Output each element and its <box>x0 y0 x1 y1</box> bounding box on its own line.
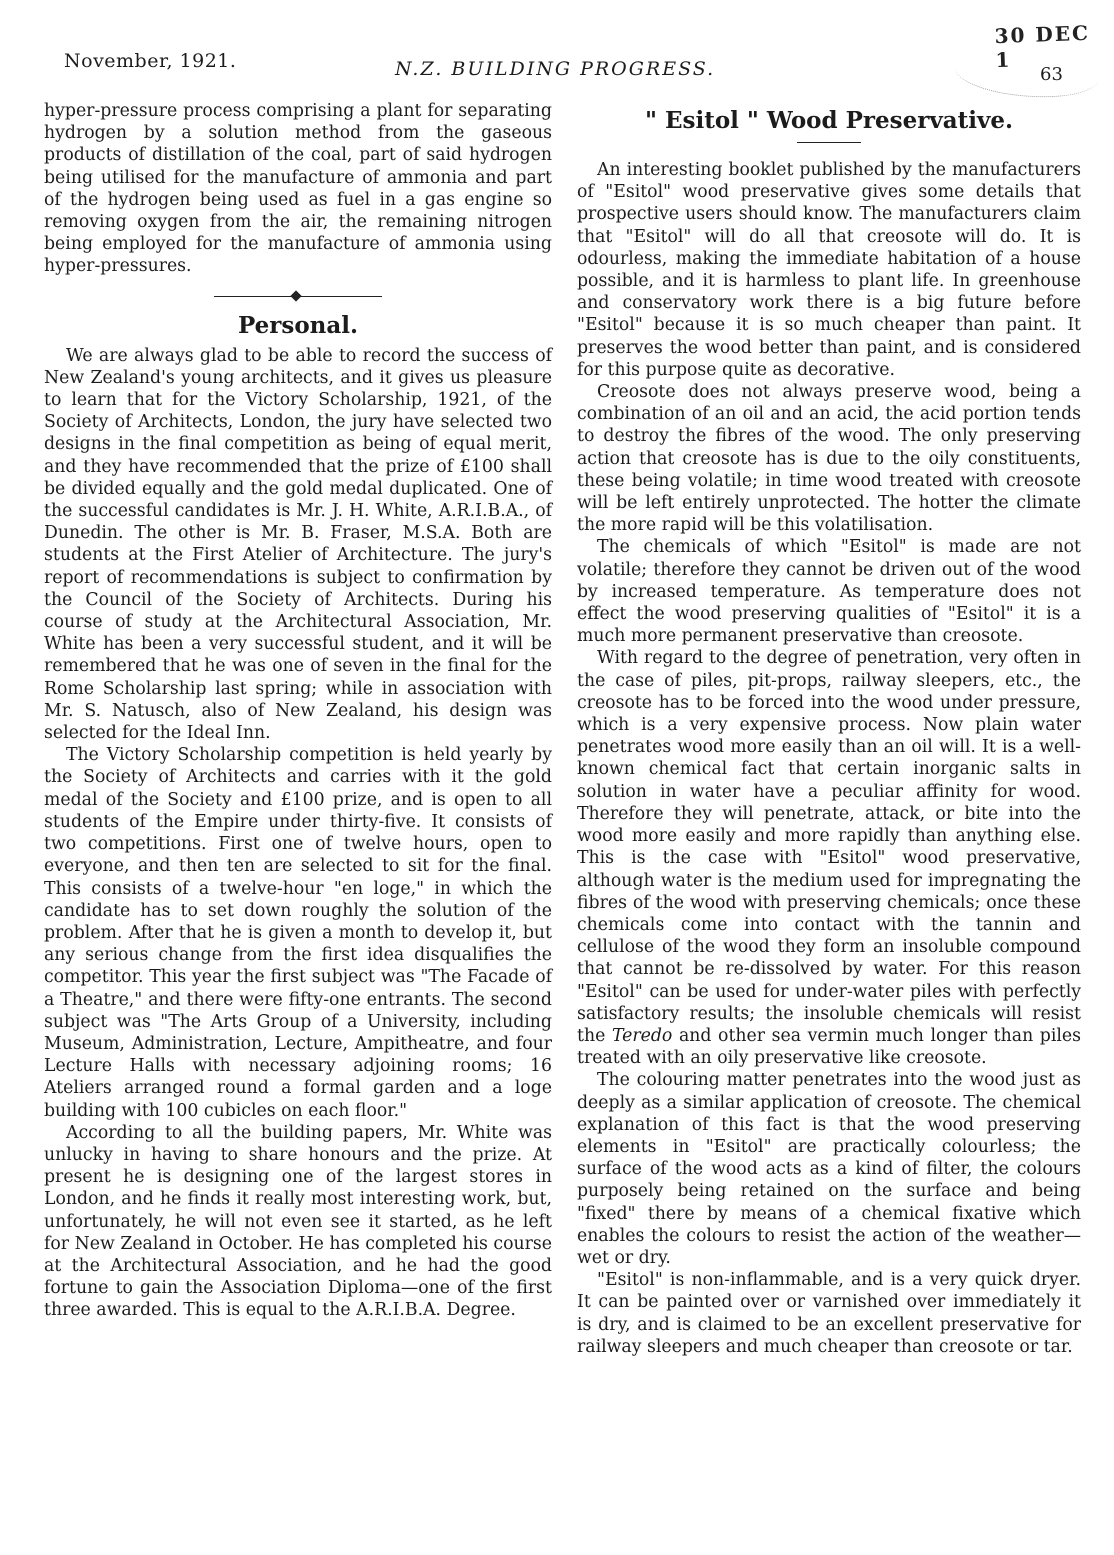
publication-title: N.Z. BUILDING PROGRESS. <box>395 58 716 80</box>
esitol-paragraph-4 <box>577 647 1081 1069</box>
personal-paragraph-2: The Victory Scholarship competition is held yearly by the Society of Architects and carries with it the gold medal of the Society and £100 prize, and is open to all students of the Empire under thirty-five. It consists of two competitions. First one of twelve hours, open to everyone, and then ten are selected to sit for the final. This consists of a twelve-hour "en loge," in which the candidate has to set down roughly the solution of the problem. After that he is given a month to develop it, but any serious change from the first idea disqualifies the competitor. This year the first subject was "The Facade of a Theatre," and there were fifty-one entrants. The second subject was "The Arts Group of a University, including Museum, Administration, Lecture, Ampitheatre, and four Lecture Halls with necessary adjoining rooms; 16 Ateliers arranged round a formal garden and a loge building with 100 cubicles on each floor." <box>44 745 552 1121</box>
title-rule <box>797 142 861 143</box>
left-column <box>44 100 552 1322</box>
esitol-paragraph-2: Creosote does not always preserve wood, being a combination of an oil and an acid, the acid portion tends to destroy the fibres of the wood. The only preserving action that creosote has is due to the oily constituents, these being volatile; in time wood treated with creosote will be left entirely unprotected. The hotter the climate the more rapid will be this volatilisation. <box>577 382 1081 536</box>
esitol-paragraph-6: "Esitol" is non-inflammable, and is a very quick dryer. It can be painted over or varnished over immediately it is dry, and is claimed to be an excellent preservative for railway sleepers and much cheaper than creosote or tar. <box>577 1270 1081 1357</box>
personal-paragraph-3: According to all the building papers, Mr. White was unlucky in having to share honours and the prize. At present he is designing one of the largest stores in London, and he finds it really most interesting work, but, unfortunately, he will not even see it started, as he left for New Zealand in October. He has completed his course at the Architectural Association, and he had the good fortune to gain the Association Diploma—one of the first three awarded. This is equal to the A.R.I.B.A. Degree. <box>44 1122 552 1321</box>
page-number: 63 <box>1040 64 1063 85</box>
esitol-paragraph-4-tail: and other sea vermin much longer than piles treated with an oily preservative like creosote. <box>577 1025 1082 1069</box>
esitol-paragraph-5: The colouring matter penetrates into the wood just as deeply as a similar application of creosote. The chemical explanation of this fact is that the wood preserving elements in "Esitol" are practically colourless; the surface of the wood acts as a kind of filter, the colours purposely being retained on the surface and being "fixed" there by means of a chemical fixative which enables the colours to resist the action of the weather—wet or dry. <box>577 1070 1081 1268</box>
esitol-paragraph-3: The chemicals of which "Esitol" is made are not volatile; therefore they cannot be driven out of the wood by increased temperature. As temperature does not effect the wood preserving qualities of "Esitol" it is a much more permanent preservative than creosote. <box>577 537 1081 647</box>
esitol-paragraph-1: An interesting booklet published by the manufacturers of "Esitol" wood preservative gives some details that prospective users should know. The manufacturers claim that "Esitol" will do all that creosote will do. It is odourless, making the immediate habitation of a house possible, and it is harmless to plant life. In greenhouse and conservatory work there is a big future before "Esitol" because it is so much cheaper than paint. It preserves the wood better than paint, and is considered for this purpose quite as decorative. <box>577 160 1081 380</box>
ornamental-divider <box>214 291 382 303</box>
right-column <box>577 100 1081 1358</box>
personal-heading: Personal. <box>237 311 359 339</box>
date-stamp: 30 DEC 1 <box>994 20 1091 73</box>
continued-paragraph: hyper-pressure process comprising a plant for separating hydrogen by a solution method from the gaseous products of distillation of the coal, part of said hydrogen being utilised for the manufacture of ammonia and part of the hydrogen being used as fuel in a gas engine so removing oxygen from the air, the remaining nitrogen being employed for the manufacture of ammonia using hyper-pressures. <box>44 101 552 277</box>
teredo-term: Teredo <box>611 1025 673 1046</box>
personal-paragraph-1: We are always glad to be able to record the success of New Zealand's young architects, and it gives us pleasure to learn that for the Victory Scholarship, 1921, of the Society of Architects, London, the jury have selected two designs in the final competition as being of equal merit, and they have recommended that the prize of £100 shall be divided equally and the gold medal duplicated. One of the successful candidates is Mr. J. H. White, A.R.I.B.A., of Dunedin. The other is Mr. B. Fraser, M.S.A. Both are students at the First Atelier of Architecture. The jury's report of recommendations is subject to confirmation by the Council of the Society of Architects. During his course of study at the Architectural Association, Mr. White has been a very successful student, and it will be remembered that he was one of seven in the final for the Rome Scholarship last spring; while in association with Mr. S. Natusch, also of New Zealand, his design was selected for the Ideal Inn. <box>44 345 552 744</box>
issue-date: November, 1921. <box>64 50 237 72</box>
esitol-article-title: " Esitol " Wood Preservative. <box>644 107 1013 134</box>
esitol-paragraph-4-text: With regard to the degree of penetration, very often in the case of piles, pit-props, railway sleepers, etc., the creosote has to be forced into the wood under pressure, which is a very expensive process. Now plain water penetrates wood more easily than an oil will. It is a well-known chemical fact that certain inorganic salts in solution in water have a peculiar affinity for wood. Therefore they will penetrate, attack, or bite into the wood more easily and more rapidly than anything else. This is the case with "Esitol" wood preservative, although water is the medium used for impregnating the fibres of the wood with preserving chemicals; once these chemicals come into contact with the tannin and cellulose of the wood they form an insoluble compound that cannot be re-dissolved by water. For this reason "Esitol" can be used for under-water piles with perfectly satisfactory results; the insoluble chemicals will resist the <box>577 648 1081 1046</box>
